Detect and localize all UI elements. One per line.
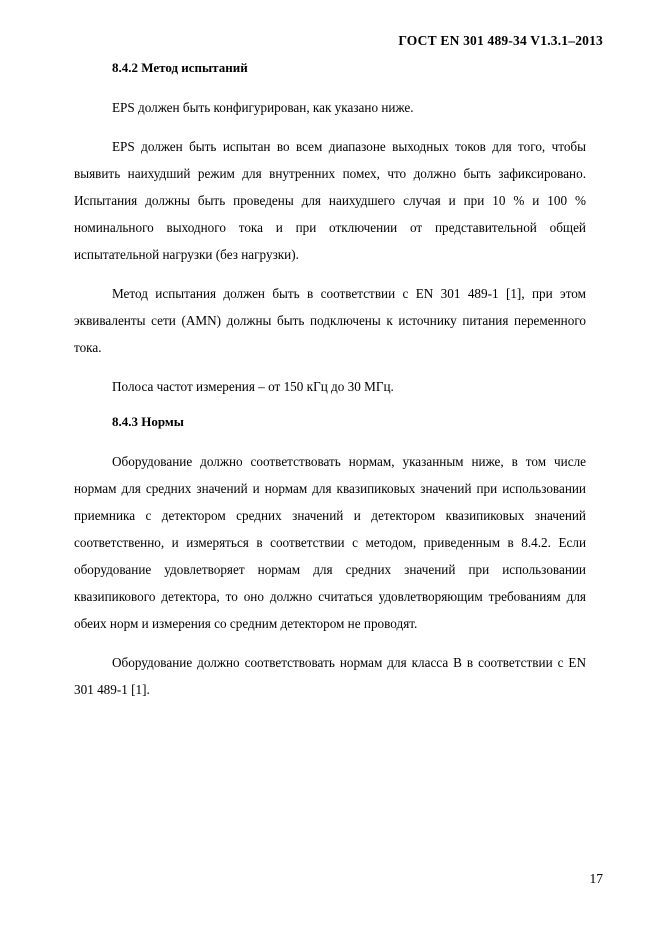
spacer (74, 268, 586, 280)
spacer (74, 78, 586, 94)
spacer (74, 361, 586, 373)
paragraph-8-4-2-2: EPS должен быть испытан во всем диапазоне выходных токов для того, чтобы выявить наихудший режим для внутренних помех, что должно быть зафиксировано. Испытания должны быть проведены для наихудшего случая и при 10 % и 100 % номинального выходного тока и при отключении от представительной общей испытательной нагрузки (без нагрузки). (74, 138, 586, 262)
document-header: ГОСТ EN 301 489-34 V1.3.1–2013 (398, 33, 603, 48)
section-heading-8-4-3: 8.4.3 Нормы (112, 414, 184, 430)
paragraph-8-4-3-2: Оборудование должно соответствовать нормам для класса B в соответствии с EN 301 489-1 [1]. (74, 655, 586, 698)
paragraph-8-4-3-1: Оборудование должно соответствовать нормам, указанным ниже, в том числе нормам для средних значений и нормам для квазипиковых значений при использовании приемника с детектором средних значений и детектором квазипиковых значений соответственно, и измеряться в соответствии с методом, приведенным в 8.4.2. Если оборудование удовлетворяет нормам для средних значений при использовании квазипикового детектора, то оно должно считаться удовлетворяющим требованиям для обеих норм и измерения со средним детектором не проводят. (74, 453, 586, 631)
document-body (74, 58, 586, 703)
spacer (74, 637, 586, 649)
paragraph-8-4-2-4: Полоса частот измерения – от 150 кГц до 30 МГц. (112, 379, 394, 395)
page-number: 17 (589, 871, 603, 886)
paragraph-8-4-2-1: EPS должен быть конфигурирован, как указано ниже. (112, 99, 414, 115)
spacer (74, 121, 586, 133)
spacer (74, 400, 586, 412)
section-heading-8-4-2: 8.4.2 Метод испытаний (112, 60, 248, 75)
spacer (74, 432, 586, 448)
paragraph-8-4-2-3: Метод испытания должен быть в соответствии с EN 301 489-1 [1], при этом эквиваленты сети (AMN) должны быть подключены к источнику питания переменного тока. (74, 285, 586, 355)
